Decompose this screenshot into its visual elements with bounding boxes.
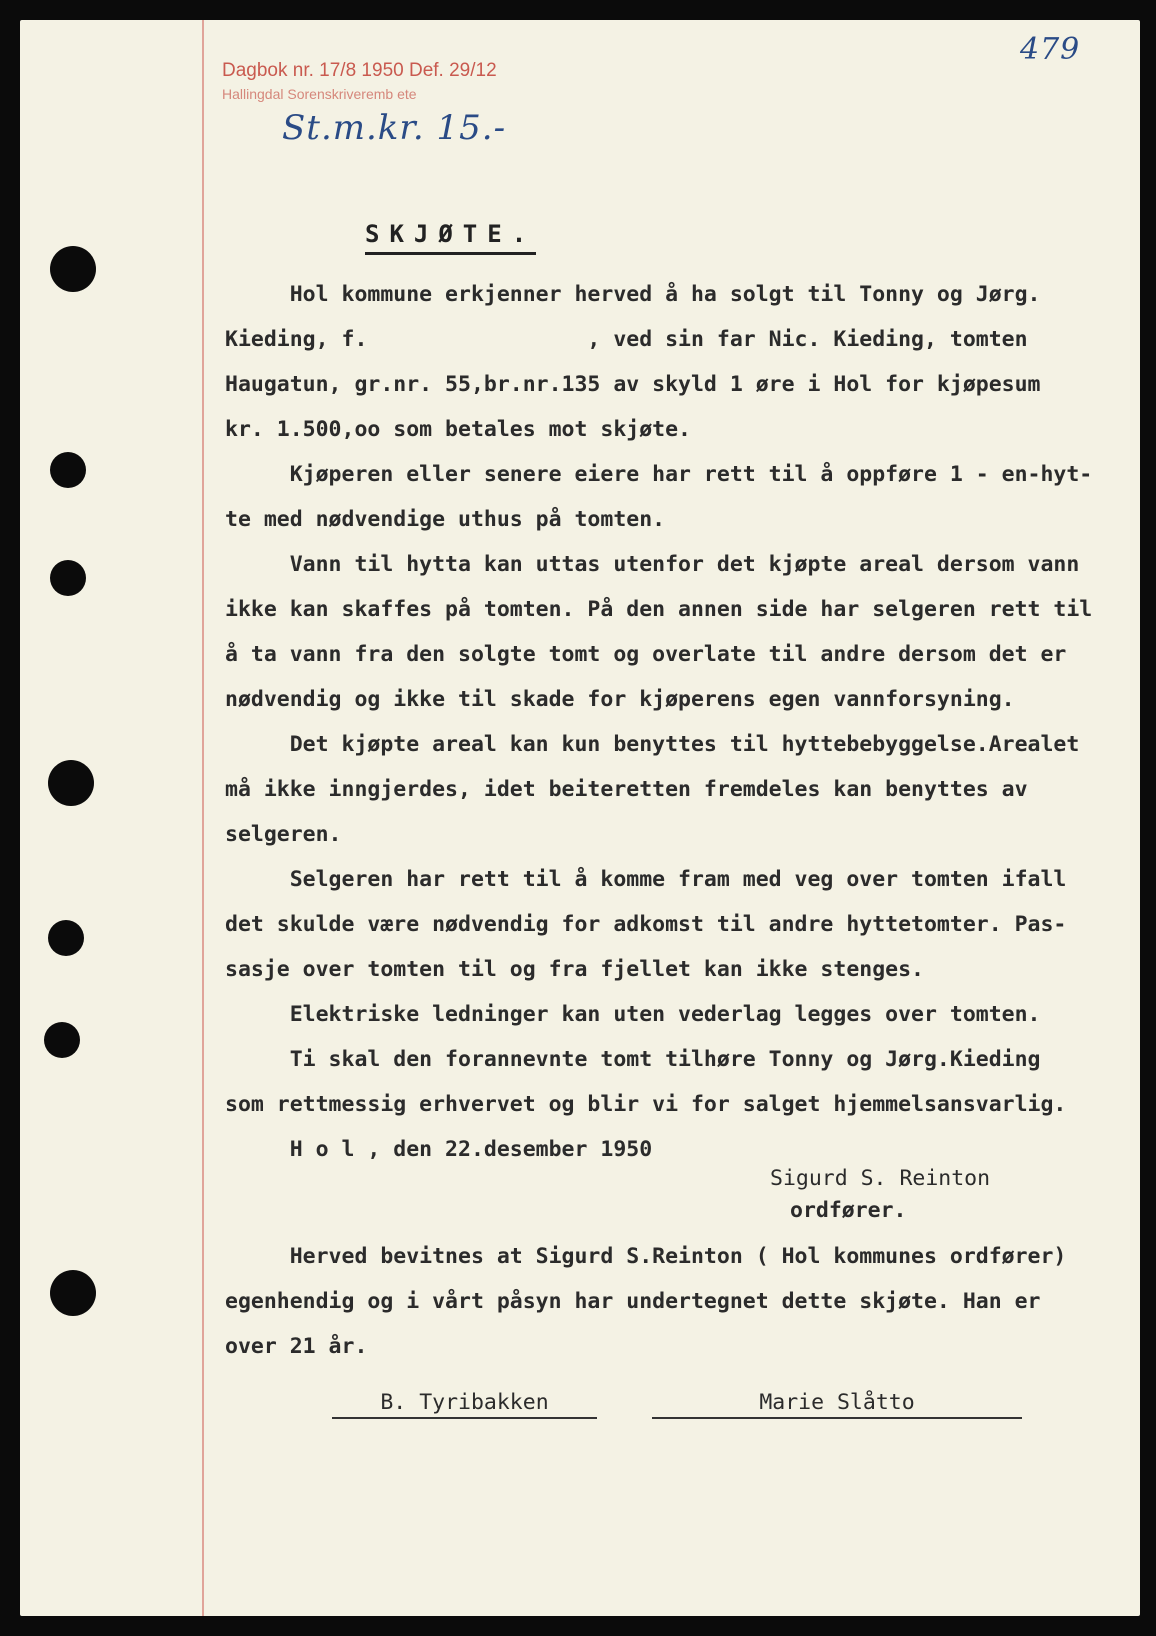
fee-annotation: St.m.kr. 15.- — [282, 108, 507, 148]
deed-line: ikke kan skaffes på tomten. På den annen side har selgeren rett til — [225, 597, 1093, 622]
deed-line: som rettmessig erhvervet og blir vi for salget hjemmelsansvarlig. — [225, 1092, 1067, 1117]
punch-hole-icon — [50, 1270, 96, 1316]
deed-body — [225, 272, 1105, 1172]
signatory-title: ordfører. — [790, 1198, 907, 1223]
deed-line: Hol kommune erkjenner herved å ha solgt til Tonny og Jørg. — [225, 282, 1041, 307]
attestation-line: egenhendig og i vårt påsyn har undertegnet dette skjøte. Han er — [225, 1289, 1041, 1314]
signatory-name: Sigurd S. Reinton — [770, 1166, 991, 1191]
punch-hole-icon — [50, 560, 86, 596]
punch-hole-icon — [44, 1022, 80, 1058]
deed-line: kr. 1.500,oo som betales mot skjøte. — [225, 417, 691, 442]
registry-office: Hallingdal Sorenskriveremb ete — [222, 86, 417, 102]
deed-line: Ti skal den forannevnte tomt tilhøre Tonny og Jørg.Kieding — [225, 1047, 1041, 1072]
punch-hole-icon — [50, 452, 86, 488]
deed-line: Vann til hytta kan uttas utenfor det kjøpte areal dersom vann — [225, 552, 1080, 577]
page-number: 479 — [1020, 32, 1081, 67]
deed-line: å ta vann fra den solgte tomt og overlate til andre dersom det er — [225, 642, 1067, 667]
margin-rule — [202, 20, 204, 1616]
deed-line: sasje over tomten til og fra fjellet kan ikke stenges. — [225, 957, 924, 982]
deed-line: det skulde være nødvendig for adkomst til andre hyttetomter. Pas- — [225, 912, 1067, 937]
punch-hole-icon — [48, 760, 94, 806]
document-page — [20, 20, 1140, 1616]
attestation-line: over 21 år. — [225, 1334, 368, 1359]
deed-line: te med nødvendige uthus på tomten. — [225, 507, 666, 532]
signatory-block — [770, 1166, 990, 1230]
document-title: SKJØTE. — [365, 220, 536, 255]
attestation-line: Herved bevitnes at Sigurd S.Reinton ( Hol kommunes ordfører) — [225, 1244, 1067, 1269]
deed-line: H o l , den 22.desember 1950 — [225, 1137, 653, 1162]
witness-signature-2: Marie Slåtto — [652, 1390, 1022, 1419]
witness-signature-1: B. Tyribakken — [332, 1390, 597, 1419]
deed-line: Det kjøpte areal kan kun benyttes til hyttebebyggelse.Arealet — [225, 732, 1080, 757]
deed-line: selgeren. — [225, 822, 342, 847]
deed-line: Haugatun, gr.nr. 55,br.nr.135 av skyld 1 øre i Hol for kjøpesum — [225, 372, 1041, 397]
deed-line: Kjøperen eller senere eiere har rett til å oppføre 1 - en-hyt- — [225, 462, 1093, 487]
attestation — [225, 1234, 1105, 1369]
deed-line: Kieding, f. , ved sin far Nic. Kieding, tomten — [225, 327, 1028, 352]
deed-line: nødvendig og ikke til skade for kjøperens egen vannforsyning. — [225, 687, 1015, 712]
registry-stamp: Dagbok nr. 17/8 1950 Def. 29/12 — [222, 60, 497, 81]
deed-line: må ikke inngjerdes, idet beiteretten fremdeles kan benyttes av — [225, 777, 1028, 802]
deed-line: Selgeren har rett til å komme fram med veg over tomten ifall — [225, 867, 1067, 892]
punch-hole-icon — [50, 246, 96, 292]
deed-line: Elektriske ledninger kan uten vederlag legges over tomten. — [225, 1002, 1041, 1027]
punch-hole-icon — [48, 920, 84, 956]
